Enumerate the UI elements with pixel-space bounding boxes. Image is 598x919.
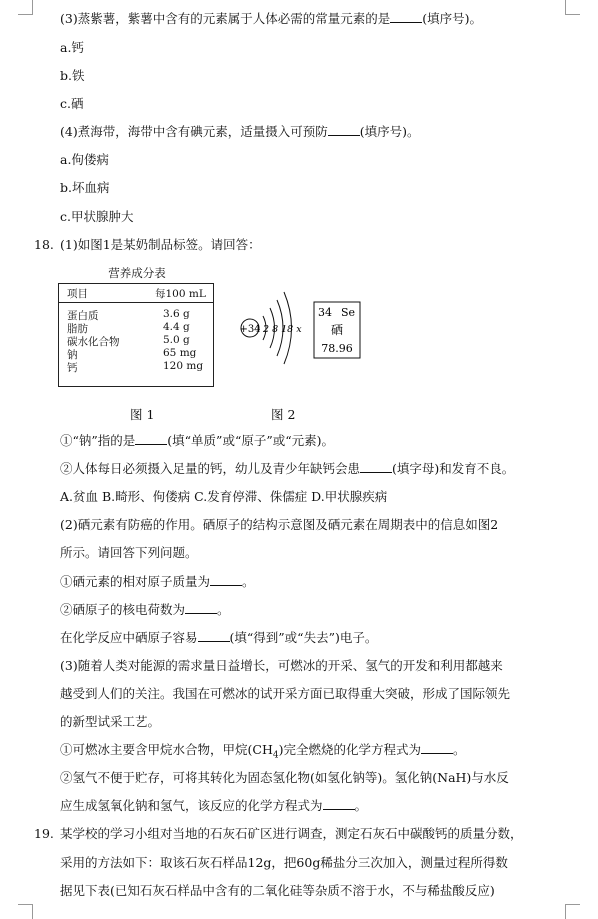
crop-mark-bottom-right: [565, 904, 580, 919]
periodic-table-cell: [314, 302, 360, 358]
question-18-1-ii: [60, 461, 514, 477]
crop-mark-top-left: [18, 0, 33, 15]
nutrition-row: [59, 308, 213, 321]
question-18-part-1: (1)如图1是某奶制品标签。请回答：: [60, 237, 261, 252]
option-b: b.铁: [60, 68, 85, 83]
question-3-text: (3)蒸紫薯，紫薯中含有的元素属于人体必需的常量元素的是: [60, 11, 391, 26]
answer-blank[interactable]: [323, 798, 355, 810]
question-tail: 。: [217, 602, 230, 617]
selenium-figure: [236, 286, 366, 376]
question-text: ①硒元素的相对原子质量为: [60, 574, 211, 589]
nutrition-row: [59, 321, 213, 334]
nutrition-row: [59, 360, 213, 373]
question-18-3-i: [60, 742, 465, 764]
figure-1-caption: 图 1: [130, 407, 155, 422]
question-19-number: 19.: [34, 826, 54, 841]
question-tail: (填“单质”或“原子”或“元素)。: [167, 433, 334, 448]
header-unit: 每100 mL: [155, 288, 206, 300]
question-18-options: A.贫血 B.畸形、佝偻病 C.发育停滞、侏儒症 D.甲状腺疾病: [60, 489, 388, 504]
question-19-text-cont: 据见下表(已知石灰石样品中含有的二氧化硅等杂质不溶于水，不与稀盐酸反应): [60, 883, 495, 898]
atom-structure-diagram: [239, 292, 302, 364]
nutrition-label-figure: [58, 266, 216, 387]
question-tail: (填字母)和发育不良。: [392, 461, 515, 476]
question-18-number: 18.: [34, 237, 54, 252]
question-19-text: 某学校的学习小组对当地的石灰石矿区进行调查，测定石灰石中碳酸钙的质量分数，: [60, 826, 523, 841]
question-text: ②硒原子的核电荷数为: [60, 602, 186, 617]
question-18-part-3-cont: 的新型试采工艺。: [60, 714, 161, 729]
nutrient-value: 5.0 g: [163, 334, 190, 346]
question-18-3-ii: ②氢气不便于贮存，可将其转化为固态氢化物(如氢化钠等)。氢化钠(NaH)与水反: [60, 770, 509, 785]
option-c: c.甲状腺肿大: [60, 209, 134, 224]
subscript: 4: [272, 750, 279, 761]
answer-blank[interactable]: [390, 11, 422, 23]
question-4-line: [60, 124, 419, 140]
question-19-text-cont: 采用的方法如下：取该石灰石样品12g，把60g稀盐分三次加入，测量过程所得数: [60, 855, 508, 870]
question-tail: (填“得到”或“失去”)电子。: [229, 630, 378, 645]
nutrient-name: 蛋白质: [67, 310, 99, 322]
question-18-part-3: (3)随着人类对能源的需求量日益增长，可燃冰的开采、氢气的开发和利用都越来: [60, 658, 503, 673]
option-a: a.佝偻病: [60, 152, 109, 167]
answer-blank[interactable]: [328, 124, 360, 136]
nutrient-name: 钙: [67, 362, 78, 374]
question-18-2-iii: [60, 630, 377, 646]
question-18-3-ii-cont: [60, 798, 367, 814]
nutrition-label-table: [58, 283, 214, 387]
answer-blank[interactable]: [185, 602, 217, 614]
question-tail: 。: [242, 574, 255, 589]
element-name: 硒: [330, 323, 344, 337]
question-text: )完全燃烧的化学方程式为: [278, 742, 421, 757]
crop-mark-bottom-left: [18, 904, 33, 919]
question-3-tail: (填序号)。: [422, 11, 482, 26]
crop-mark-top-right: [565, 0, 580, 15]
answer-blank[interactable]: [210, 574, 242, 586]
nutrient-value: 65 mg: [163, 347, 197, 359]
question-18-2-ii: [60, 602, 230, 618]
answer-blank[interactable]: [421, 742, 453, 754]
option-a: a.钙: [60, 40, 84, 55]
question-text: ②人体每日必须摄入足量的钙，幼儿及青少年缺钙会患: [60, 461, 361, 476]
question-4-tail: (填序号)。: [359, 124, 420, 139]
element-symbol: Se: [341, 306, 356, 319]
nutrient-name: 碳水化合物: [67, 336, 120, 348]
atomic-number: 34: [318, 306, 332, 319]
answer-blank[interactable]: [360, 461, 392, 473]
question-text: ①“钠”指的是: [60, 433, 136, 448]
question-3-line: [60, 11, 482, 27]
question-4-text: (4)煮海带，海带中含有碘元素，适量摄入可预防: [60, 124, 328, 139]
nutrient-value: 4.4 g: [163, 321, 190, 333]
option-b: b.坏血病: [60, 180, 110, 195]
nutrient-name: 脂肪: [67, 323, 88, 335]
nutrient-value: 3.6 g: [163, 308, 190, 320]
nutrient-value: 120 mg: [163, 360, 204, 372]
question-text: 应生成氢氧化钠和氢气，该反应的化学方程式为: [60, 798, 323, 813]
nutrition-label-title: 营养成分表: [108, 266, 166, 280]
nucleus-charge: +34: [239, 324, 261, 335]
question-18-part-2: (2)硒元素有防癌的作用。硒原子的结构示意图及硒元素在周期表中的信息如图2: [60, 517, 499, 532]
header-item: 项目: [67, 288, 88, 300]
atomic-mass: 78.96: [321, 342, 353, 355]
figure-2-caption: 图 2: [271, 407, 296, 422]
option-c: c.硒: [60, 96, 84, 111]
question-18-2-i: [60, 574, 255, 590]
question-tail: 。: [452, 742, 466, 757]
electron-shells: 2 8 18 x: [263, 324, 302, 335]
nutrition-row: [59, 347, 213, 360]
nutrition-label-header: [59, 284, 213, 303]
nutrient-name: 钠: [67, 349, 78, 361]
question-tail: 。: [354, 798, 368, 813]
answer-blank[interactable]: [198, 630, 230, 642]
question-18-part-2-cont: 所示。请回答下列问题。: [60, 545, 198, 560]
answer-blank[interactable]: [135, 433, 167, 445]
question-text: ①可燃冰主要含甲烷水合物，甲烷(CH: [60, 742, 273, 757]
question-text: 在化学反应中硒原子容易: [60, 630, 198, 645]
nutrition-row: [59, 334, 213, 347]
question-18-1-i: [60, 433, 334, 449]
question-18-part-3-cont: 越受到人们的关注。我国在可燃冰的试开采方面已取得重大突破，形成了国际领先: [60, 686, 511, 701]
